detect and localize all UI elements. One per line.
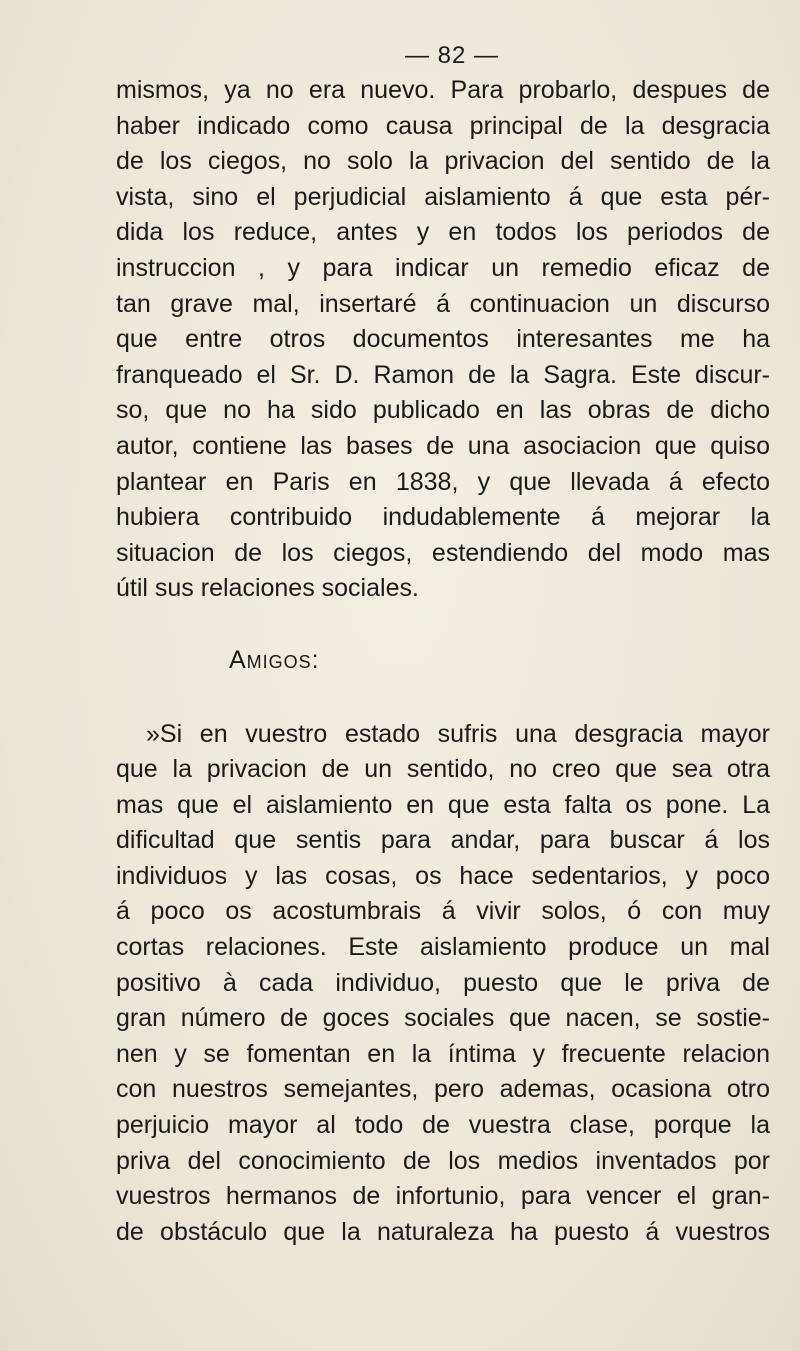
text-line: individuos y las cosas, os hace sedentarios, y poco bbox=[116, 861, 770, 890]
text-line: nen y se fomentan en la íntima y frecuente relacion bbox=[116, 1039, 770, 1068]
section-heading: Amigos: bbox=[229, 645, 320, 674]
text-line: dida los reduce, antes y en todos los periodos de bbox=[116, 218, 770, 247]
text-line: cortas relaciones. Este aislamiento produce un mal bbox=[116, 933, 770, 962]
page-content bbox=[116, 38, 770, 1250]
text-line: plantear en Paris en 1838, y que llevada á efecto bbox=[116, 467, 770, 496]
text-line: vuestros hermanos de infortunio, para vencer el gran- bbox=[116, 1182, 770, 1211]
text-line: hubiera contribuido indudablemente á mejorar la bbox=[116, 503, 770, 532]
text-line: haber indicado como causa principal de la desgracia bbox=[116, 111, 770, 140]
text-line: de obstáculo que la naturaleza ha puesto á vuestros bbox=[116, 1217, 770, 1246]
text-line: tan grave mal, insertaré á continuacion un discurso bbox=[116, 289, 770, 318]
text-line: á poco os acostumbrais á vivir solos, ó con muy bbox=[116, 897, 770, 926]
text-line: mismos, ya no era nuevo. Para probarlo, despues de bbox=[116, 76, 770, 104]
text-line: priva del conocimiento de los medios inventados por bbox=[116, 1146, 770, 1175]
text-line: autor, contiene las bases de una asociacion que quiso bbox=[116, 431, 770, 460]
text-line: positivo à cada individuo, puesto que le priva de bbox=[116, 968, 770, 997]
text-line: perjuicio mayor al todo de vuestra clase, porque la bbox=[116, 1111, 770, 1140]
text-line: franqueado el Sr. D. Ramon de la Sagra. Este discur- bbox=[116, 360, 770, 389]
text-line: gran número de goces sociales que nacen, se sostie- bbox=[116, 1004, 770, 1033]
text-line: útil sus relaciones sociales. bbox=[116, 574, 419, 603]
paragraph-2 bbox=[116, 717, 770, 1251]
text-line: »Si en vuestro estado sufris una desgracia mayor bbox=[146, 719, 770, 748]
text-line: mas que el aislamiento en que esta falta os pone. La bbox=[116, 790, 770, 819]
text-line: so, que no ha sido publicado en las obras de dicho bbox=[116, 396, 770, 425]
text-line: con nuestros semejantes, pero ademas, ocasiona otro bbox=[116, 1075, 770, 1104]
paragraph-1 bbox=[116, 73, 770, 607]
text-line: vista, sino el perjudicial aislamiento á que esta pér- bbox=[116, 182, 770, 211]
text-line: que la privacion de un sentido, no creo que sea otra bbox=[116, 755, 770, 784]
page-number: — 82 — bbox=[404, 42, 500, 69]
text-line: que entre otros documentos interesantes me ha bbox=[116, 325, 770, 354]
text-line: de los ciegos, no solo la privacion del sentido de la bbox=[116, 147, 770, 176]
text-line: instruccion , y para indicar un remedio eficaz de bbox=[116, 253, 770, 282]
text-line: dificultad que sentis para andar, para buscar á los bbox=[116, 826, 770, 855]
text-line: situacion de los ciegos, estendiendo del modo mas bbox=[116, 538, 770, 567]
